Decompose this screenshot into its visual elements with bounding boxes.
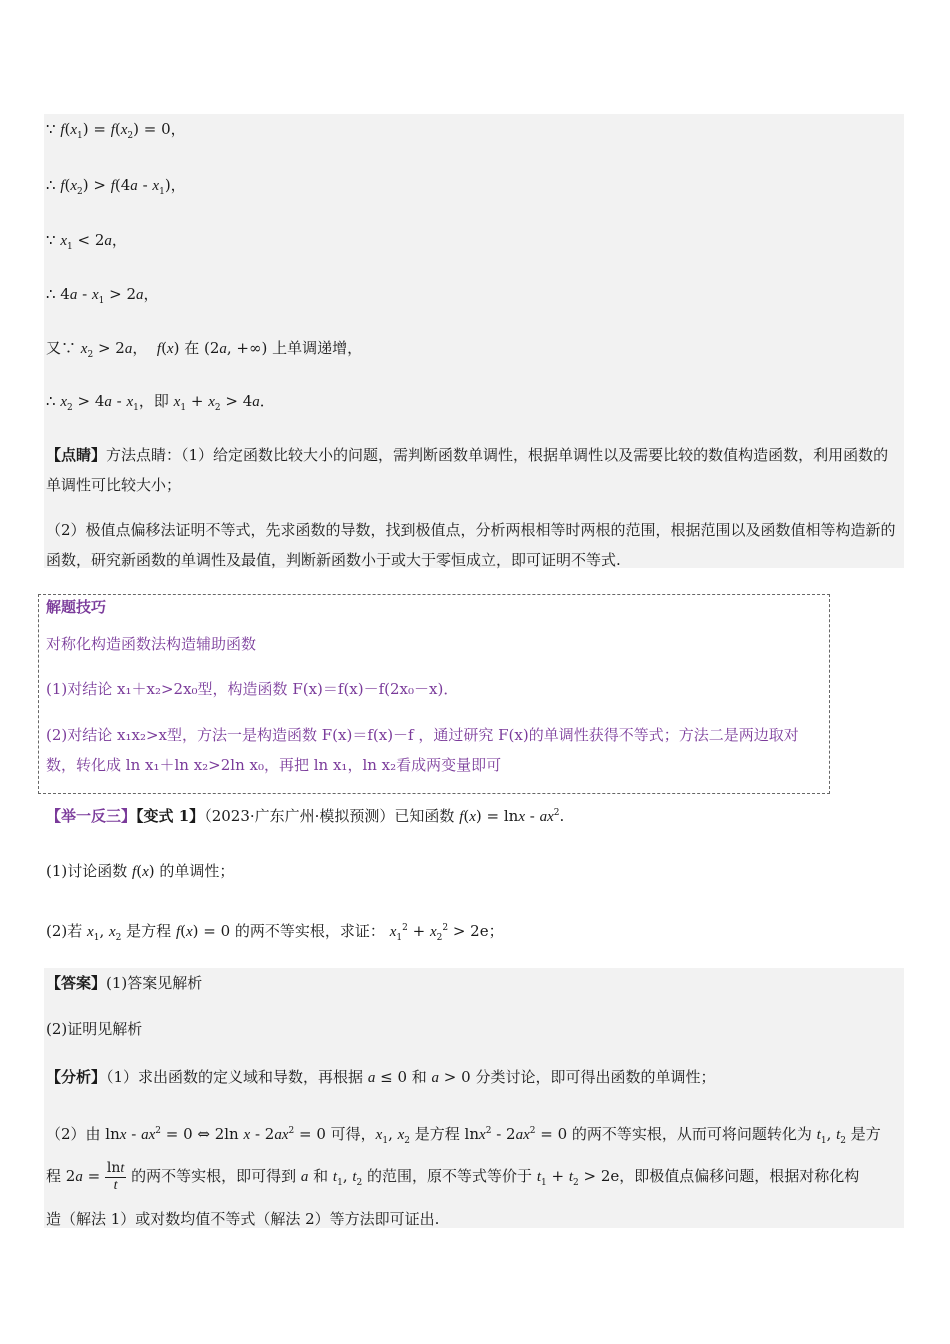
proof-line-1: ∵ $f(x_1) = f(x_2) = 0$，	[46, 120, 186, 141]
tips-subtitle: 对称化构造函数法构造辅助函数	[46, 635, 257, 653]
problem-end: .	[559, 807, 565, 825]
proof-line-2: ∴ $f(x_2) > f(4a - x_1)$，	[46, 176, 186, 197]
analysis-line-4: 造（解法 1）或对数均值不等式（解法 2）等方法即可证出.	[46, 1210, 440, 1228]
problem-variant: 【变式 1】	[136, 807, 205, 825]
problem-source: （2023·广东广州·模拟预测）已知函数	[204, 807, 455, 825]
proof-line-6: ∴ $x_2 > 4a - x_1$，即 $x_1 + x_2 > 4a$．	[46, 392, 275, 413]
proof-line-5: 又∵ $x_2 > 2a$， f(x) 在 (2a, +∞) 上单调递增，	[46, 339, 363, 360]
problem-tag: 【举一反三】	[46, 807, 137, 825]
answer-1: (1)答案见解析	[106, 974, 203, 992]
answer-2: (2)证明见解析	[46, 1020, 143, 1038]
dianjing-label: 【点睛】	[46, 446, 107, 464]
analysis-label: 【分析】	[46, 1068, 107, 1086]
analysis-line-3: 程 2a = $\frac{\ln t}{t}$ 的两不等实根，即可得到 a 和 $t_1$, $t_2$ 的范围，原不等式等价于 $t_1 + t_2 > 2e$，即极值点偏移问题，根据对称化构	[46, 1160, 860, 1193]
tips-item-1: (1)对结论 x₁＋x₂>2x₀型，构造函数 F(x)＝f(x)－f(2x₀－x)．	[46, 680, 459, 698]
tips-item-2: (2)对结论 x₁x₂>x型，方法一是构造函数 F(x)＝f(x)－f ，通过研究 F(x)的单调性获得不等式；方法二是两边取对数，转化成 ln x₁＋ln x₂>2ln x₀，再把 ln x₁，ln x₂看成两变量即可	[46, 726, 799, 774]
answer-line-1	[46, 972, 202, 994]
tips-title: 解题技巧	[46, 598, 107, 616]
question-1: (1)讨论函数 f(x) 的单调性；	[46, 862, 235, 880]
dianjing-text-2: （2）极值点偏移法证明不等式，先求函数的导数，找到极值点，分析两根相等时两根的范围，根据范围以及函数值相等构造新的函数，研究新函数的单调性及最值，判断新函数小于或大于零恒成立，即可证明不等式.	[46, 521, 896, 569]
dianjing-text-1: 方法点睛：（1）给定函数比较大小的问题，需判断函数单调性，根据单调性以及需要比较的数值构造函数，利用函数的单调性可比较大小；	[46, 446, 889, 494]
dianjing-paragraph-1	[46, 440, 902, 500]
proof-line-4: ∴ $4a - x_1 > 2a$，	[46, 285, 159, 306]
analysis-line-2: （2）由 $\ln x - ax^2 = 0$ ⇔ 2ln $x - 2ax^2 = 0$ 可得，$x_1$, $x_2$ 是方程 $\ln x^2 - 2ax^2 = 0$ 的两不等实根，从而可将问题转化为 $t_1$, $t_2$ 是方	[46, 1125, 881, 1146]
answer-label: 【答案】	[46, 974, 107, 992]
analysis-line-1: 【分析】（1）求出函数的定义域和导数，再根据 a ≤ 0 和 a > 0 分类讨论，即可得出函数的单调性；	[46, 1068, 716, 1086]
question-2: (2)若 $x_1$, $x_2$ 是方程 f(x) = 0 的两不等实根，求证： $x_1^2 + x_2^2 > 2e$；	[46, 922, 504, 943]
proof-line-3: ∵ $x_1 < 2a$，	[46, 231, 127, 252]
dianjing-paragraph-2	[46, 515, 902, 575]
problem-header: 【举一反三】【变式 1】（2023·广东广州·模拟预测）已知函数 $f(x) = \ln x - ax^2$.	[46, 807, 565, 825]
